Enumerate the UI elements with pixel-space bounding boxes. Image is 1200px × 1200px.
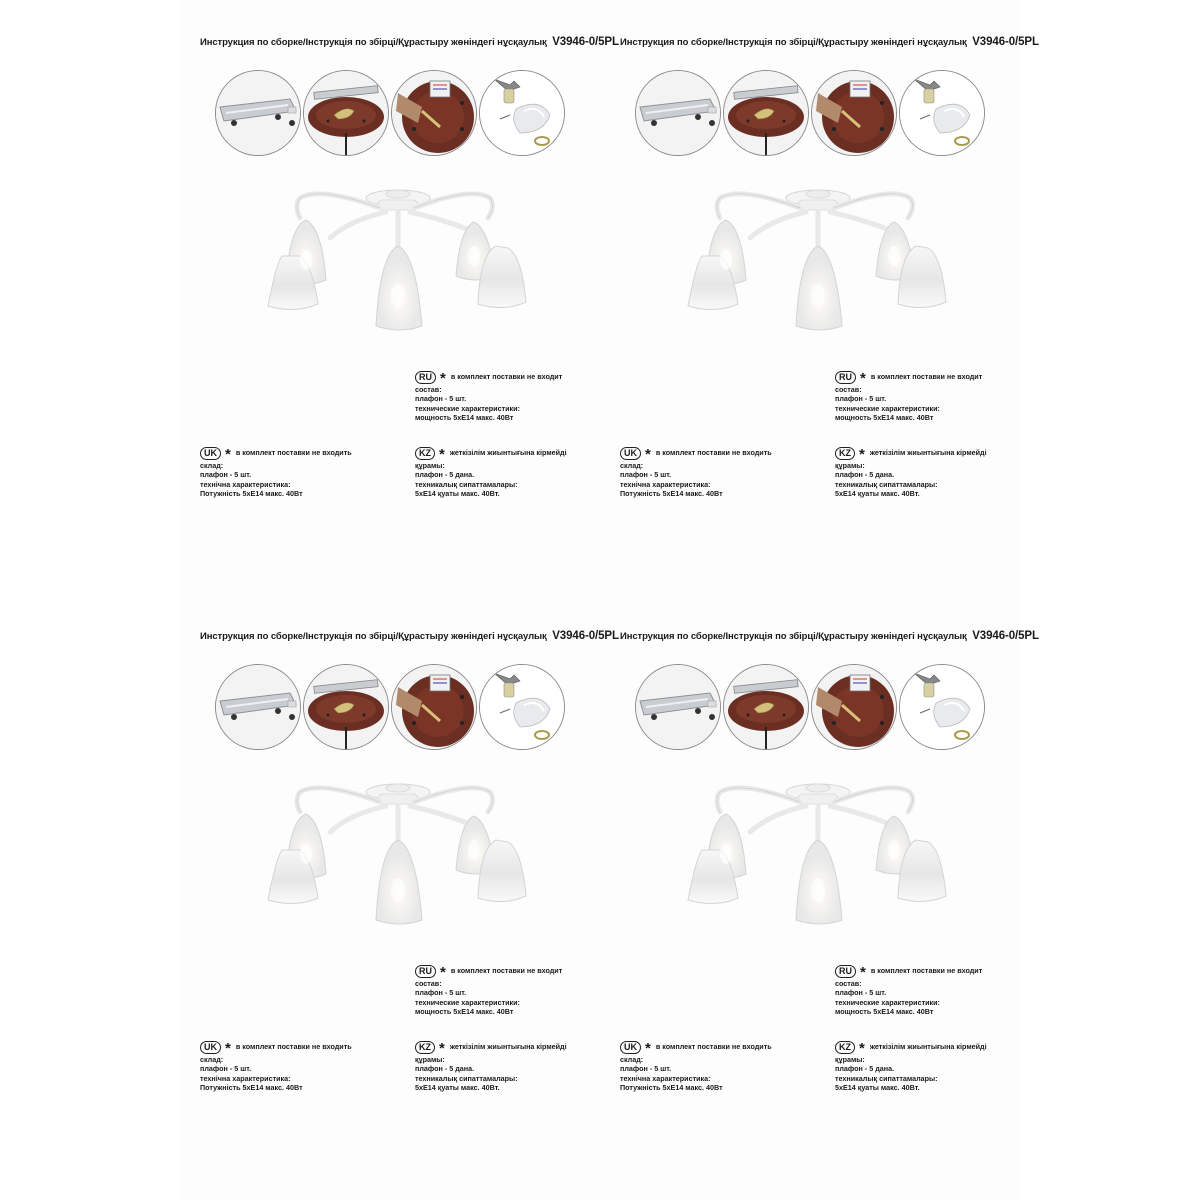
asterisk-icon: *	[860, 370, 866, 387]
spec-line: технические характеристики:	[415, 997, 520, 1007]
spec-block-kz	[415, 1040, 567, 1092]
asterisk-icon: *	[225, 1040, 231, 1057]
step-1-mounting-bar-icon	[215, 664, 301, 750]
spec-line: склад:	[200, 461, 224, 470]
panel-title	[620, 630, 1039, 642]
spec-line: құрамы:	[835, 1055, 865, 1064]
not-included-note: в комплект поставки не входить	[235, 448, 352, 458]
spec-line: состав:	[835, 385, 862, 394]
spec-block-uk	[200, 446, 352, 498]
asterisk-icon: *	[860, 964, 866, 981]
asterisk-icon: *	[645, 446, 651, 463]
spec-line: Потужність 5xE14 макс. 40Вт	[620, 1082, 723, 1092]
spec-line: Потужність 5xE14 макс. 40Вт	[200, 1082, 303, 1092]
panel-title	[200, 630, 619, 642]
spec-line: технічна характеристика:	[200, 1073, 291, 1083]
spec-line: құрамы:	[415, 1055, 445, 1064]
asterisk-icon: *	[439, 1040, 445, 1057]
not-included-note: в комплект поставки не входит	[450, 372, 563, 382]
spec-block-kz	[415, 446, 567, 498]
spec-line: технические характеристики:	[835, 997, 940, 1007]
spec-line: состав:	[835, 979, 862, 988]
spec-line: плафон - 5 шт.	[620, 470, 672, 480]
instruction-panel	[600, 594, 1039, 1184]
not-included-note: жеткізілім жиынтығына кірмейді	[869, 448, 987, 458]
step-2-ceiling-plate-icon	[303, 70, 389, 156]
instruction-panel	[600, 0, 1039, 590]
not-included-note: в комплект поставки не входить	[235, 1042, 352, 1052]
spec-line: плафон - 5 дана.	[835, 1064, 895, 1074]
spec-line: состав:	[415, 979, 442, 988]
chandelier-image	[260, 180, 540, 340]
spec-line: Потужність 5xE14 макс. 40Вт	[620, 488, 723, 498]
language-badge-uk: UK	[200, 1041, 221, 1054]
spec-line: құрамы:	[415, 461, 445, 470]
instruction-panel	[180, 594, 619, 1184]
panel-title	[200, 36, 619, 48]
instruction-sheet	[180, 0, 1039, 1200]
language-badge-uk: UK	[620, 447, 641, 460]
model-number: V3946-0/5PL	[552, 630, 619, 642]
step-4-shade-install-icon	[479, 70, 565, 156]
spec-line: 5xE14 қуаты макс. 40Вт.	[415, 488, 500, 498]
spec-line: технічна характеристика:	[620, 479, 711, 489]
model-number: V3946-0/5PL	[552, 36, 619, 48]
asterisk-icon: *	[645, 1040, 651, 1057]
assembly-steps	[215, 664, 575, 754]
spec-line: мощность 5xE14 макс. 40Вт	[415, 412, 514, 422]
spec-line: плафон - 5 дана.	[415, 1064, 475, 1074]
spec-line: техникалық сипаттамалары:	[835, 479, 938, 489]
step-1-mounting-bar-icon	[635, 70, 721, 156]
not-included-note: в комплект поставки не входит	[450, 966, 563, 976]
title-text: Инструкция по сборке/Інструкція по збірці/Құрастыру жөніндегі нұсқаулық	[620, 631, 967, 642]
step-1-mounting-bar-icon	[215, 70, 301, 156]
spec-block-uk	[200, 1040, 352, 1092]
not-included-note: в комплект поставки не входит	[870, 966, 983, 976]
asterisk-icon: *	[225, 446, 231, 463]
spec-line: 5xE14 қуаты макс. 40Вт.	[835, 1082, 920, 1092]
step-2-ceiling-plate-icon	[723, 664, 809, 750]
spec-line: технічна характеристика:	[200, 479, 291, 489]
not-included-note: жеткізілім жиынтығына кірмейді	[449, 448, 567, 458]
spec-line: мощность 5xE14 макс. 40Вт	[835, 1006, 934, 1016]
spec-line: технічна характеристика:	[620, 1073, 711, 1083]
chandelier-image	[680, 774, 960, 934]
spec-line: технические характеристики:	[835, 403, 940, 413]
model-number: V3946-0/5PL	[972, 36, 1039, 48]
not-included-note: жеткізілім жиынтығына кірмейді	[869, 1042, 987, 1052]
step-3-wiring-connection-icon	[391, 664, 477, 750]
spec-line: плафон - 5 шт.	[200, 470, 252, 480]
title-text: Инструкция по сборке/Інструкція по збірці/Құрастыру жөніндегі нұсқаулық	[200, 631, 547, 642]
title-text: Инструкция по сборке/Інструкція по збірці/Құрастыру жөніндегі нұсқаулық	[620, 37, 967, 48]
spec-line: склад:	[620, 461, 644, 470]
spec-line: плафон - 5 дана.	[415, 470, 475, 480]
spec-line: склад:	[200, 1055, 224, 1064]
spec-block-kz	[835, 446, 987, 498]
language-badge-ru: RU	[415, 371, 436, 384]
spec-block-ru	[835, 370, 982, 422]
spec-block-ru	[835, 964, 982, 1016]
spec-block-ru	[415, 964, 562, 1016]
spec-line: технические характеристики:	[415, 403, 520, 413]
spec-line: склад:	[620, 1055, 644, 1064]
spec-block-uk	[620, 1040, 772, 1092]
asterisk-icon: *	[439, 446, 445, 463]
spec-line: 5xE14 қуаты макс. 40Вт.	[835, 488, 920, 498]
panel-title	[620, 36, 1039, 48]
language-badge-kz: KZ	[415, 1041, 435, 1054]
spec-line: плафон - 5 шт.	[415, 394, 467, 404]
asterisk-icon: *	[859, 446, 865, 463]
asterisk-icon: *	[859, 1040, 865, 1057]
spec-line: 5xE14 қуаты макс. 40Вт.	[415, 1082, 500, 1092]
spec-block-uk	[620, 446, 772, 498]
spec-line: техникалық сипаттамалары:	[835, 1073, 938, 1083]
not-included-note: жеткізілім жиынтығына кірмейді	[449, 1042, 567, 1052]
language-badge-uk: UK	[620, 1041, 641, 1054]
chandelier-image	[680, 180, 960, 340]
language-badge-uk: UK	[200, 447, 221, 460]
spec-block-ru	[415, 370, 562, 422]
spec-line: техникалық сипаттамалары:	[415, 1073, 518, 1083]
model-number: V3946-0/5PL	[972, 630, 1039, 642]
step-3-wiring-connection-icon	[811, 70, 897, 156]
spec-line: Потужність 5xE14 макс. 40Вт	[200, 488, 303, 498]
spec-line: состав:	[415, 385, 442, 394]
assembly-steps	[215, 70, 575, 160]
step-3-wiring-connection-icon	[391, 70, 477, 156]
spec-line: плафон - 5 шт.	[835, 988, 887, 998]
step-4-shade-install-icon	[479, 664, 565, 750]
step-4-shade-install-icon	[899, 70, 985, 156]
spec-line: мощность 5xE14 макс. 40Вт	[415, 1006, 514, 1016]
not-included-note: в комплект поставки не входит	[870, 372, 983, 382]
spec-block-kz	[835, 1040, 987, 1092]
asterisk-icon: *	[440, 370, 446, 387]
step-3-wiring-connection-icon	[811, 664, 897, 750]
spec-line: мощность 5xE14 макс. 40Вт	[835, 412, 934, 422]
instruction-panel	[180, 0, 619, 590]
language-badge-ru: RU	[415, 965, 436, 978]
assembly-steps	[635, 70, 995, 160]
not-included-note: в комплект поставки не входить	[655, 448, 772, 458]
spec-line: плафон - 5 шт.	[835, 394, 887, 404]
language-badge-kz: KZ	[835, 447, 855, 460]
asterisk-icon: *	[440, 964, 446, 981]
language-badge-ru: RU	[835, 371, 856, 384]
spec-line: құрамы:	[835, 461, 865, 470]
title-text: Инструкция по сборке/Інструкція по збірці/Құрастыру жөніндегі нұсқаулық	[200, 37, 547, 48]
spec-line: плафон - 5 шт.	[200, 1064, 252, 1074]
language-badge-kz: KZ	[835, 1041, 855, 1054]
chandelier-image	[260, 774, 540, 934]
step-2-ceiling-plate-icon	[723, 70, 809, 156]
spec-line: плафон - 5 шт.	[620, 1064, 672, 1074]
step-4-shade-install-icon	[899, 664, 985, 750]
step-1-mounting-bar-icon	[635, 664, 721, 750]
language-badge-ru: RU	[835, 965, 856, 978]
spec-line: техникалық сипаттамалары:	[415, 479, 518, 489]
step-2-ceiling-plate-icon	[303, 664, 389, 750]
language-badge-kz: KZ	[415, 447, 435, 460]
assembly-steps	[635, 664, 995, 754]
spec-line: плафон - 5 дана.	[835, 470, 895, 480]
spec-line: плафон - 5 шт.	[415, 988, 467, 998]
not-included-note: в комплект поставки не входить	[655, 1042, 772, 1052]
